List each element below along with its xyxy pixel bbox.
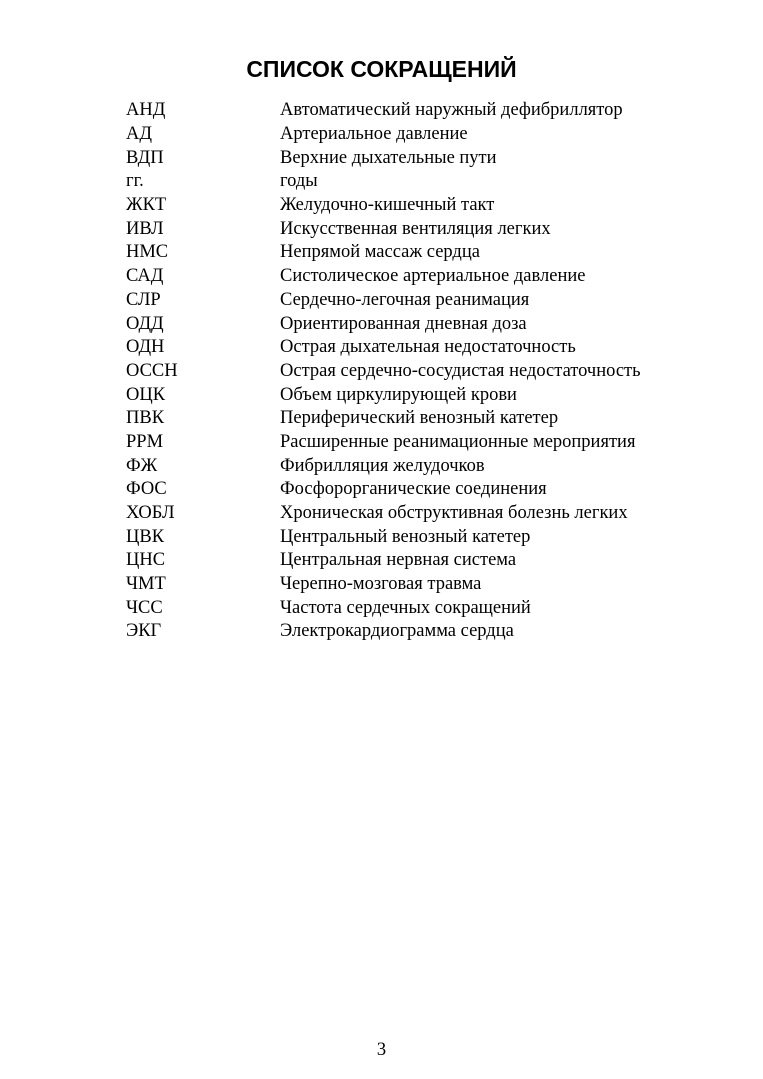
abbreviation-row (126, 123, 726, 147)
abbreviation-definition: Хроническая обструктивная болезнь легких (280, 503, 628, 524)
abbreviation-row (126, 194, 726, 218)
abbreviation-term: ОССН (126, 360, 178, 381)
abbreviation-term: РРМ (126, 431, 164, 452)
abbreviation-term: ОЦК (126, 384, 166, 405)
abbreviation-row (126, 146, 726, 170)
abbreviation-term: ЧМТ (126, 574, 166, 595)
abbreviation-row (126, 573, 726, 597)
abbreviation-definition: Сердечно-легочная реанимация (280, 289, 530, 310)
abbreviation-row (126, 241, 726, 265)
abbreviation-term: гг. (126, 171, 144, 192)
abbreviation-definition: Искусственная вентиляция легких (280, 218, 551, 239)
abbreviation-row (126, 265, 726, 289)
abbreviation-row (126, 525, 726, 549)
abbreviation-term: ЦНС (126, 550, 166, 571)
abbreviation-row (126, 360, 726, 384)
abbreviation-row (126, 407, 726, 431)
abbreviation-definition: Периферический венозный катетер (280, 408, 559, 429)
abbreviation-row (126, 312, 726, 336)
abbreviation-term: ЧСС (126, 597, 163, 618)
abbreviation-definition: Объем циркулирующей крови (280, 384, 517, 405)
abbreviation-term: ИВЛ (126, 218, 164, 239)
abbreviation-definition: Желудочно-кишечный такт (280, 195, 495, 216)
abbreviation-definition: Острая сердечно-сосудистая недостаточность (280, 360, 641, 381)
abbreviation-definition: Артериальное давление (280, 124, 468, 145)
page-number: 3 (376, 1040, 387, 1060)
abbreviation-definition: Ориентированная дневная доза (280, 313, 527, 334)
abbreviation-term: ПВК (126, 408, 165, 429)
abbreviation-term: ЖКТ (126, 195, 167, 216)
abbreviation-definition: Фосфорорганические соединения (280, 479, 547, 500)
abbreviation-term: ХОБЛ (126, 503, 175, 524)
abbreviation-definition: Центральная нервная система (280, 550, 517, 571)
abbreviation-row (126, 170, 726, 194)
abbreviation-term: АНД (126, 100, 166, 121)
abbreviation-definition: Расширенные реанимационные мероприятия (280, 431, 636, 452)
abbreviation-row (126, 336, 726, 360)
abbreviation-definition: Автоматический наружный дефибриллятор (280, 100, 623, 121)
abbreviation-term: ВДП (126, 147, 164, 168)
abbreviation-term: ОДД (126, 313, 164, 334)
abbreviation-definition: Электрокардиограмма сердца (280, 621, 514, 642)
abbreviation-term: ОДН (126, 337, 165, 358)
abbreviation-row (126, 478, 726, 502)
abbreviation-list (126, 99, 726, 644)
abbreviation-definition: Острая дыхательная недостаточность (280, 337, 576, 358)
abbreviation-term: АД (126, 124, 152, 145)
abbreviation-definition: Центральный венозный катетер (280, 526, 531, 547)
abbreviation-definition: Непрямой массаж сердца (280, 242, 480, 263)
abbreviation-definition: Систолическое артериальное давление (280, 266, 586, 287)
abbreviation-definition: Верхние дыхательные пути (280, 147, 497, 168)
abbreviation-term: ФОС (126, 479, 167, 500)
abbreviation-row (126, 454, 726, 478)
abbreviation-definition: годы (280, 171, 318, 192)
abbreviation-row (126, 596, 726, 620)
abbreviation-term: СЛР (126, 289, 161, 310)
abbreviation-row (126, 549, 726, 573)
abbreviation-row (126, 502, 726, 526)
abbreviation-term: САД (126, 266, 164, 287)
abbreviation-definition: Черепно-мозговая травма (280, 574, 482, 595)
abbreviation-row (126, 99, 726, 123)
abbreviation-term: ЦВК (126, 526, 165, 547)
abbreviation-row (126, 289, 726, 313)
abbreviation-row (126, 431, 726, 455)
abbreviation-term: ФЖ (126, 455, 158, 476)
abbreviation-row (126, 620, 726, 644)
abbreviation-row (126, 217, 726, 241)
abbreviation-term: НМС (126, 242, 169, 263)
abbreviation-term: ЭКГ (126, 621, 162, 642)
abbreviation-definition: Частота сердечных сокращений (280, 597, 531, 618)
abbreviation-row (126, 383, 726, 407)
page-title: СПИСОК СОКРАЩЕНИЙ (246, 56, 517, 82)
abbreviation-definition: Фибрилляция желудочков (280, 455, 485, 476)
